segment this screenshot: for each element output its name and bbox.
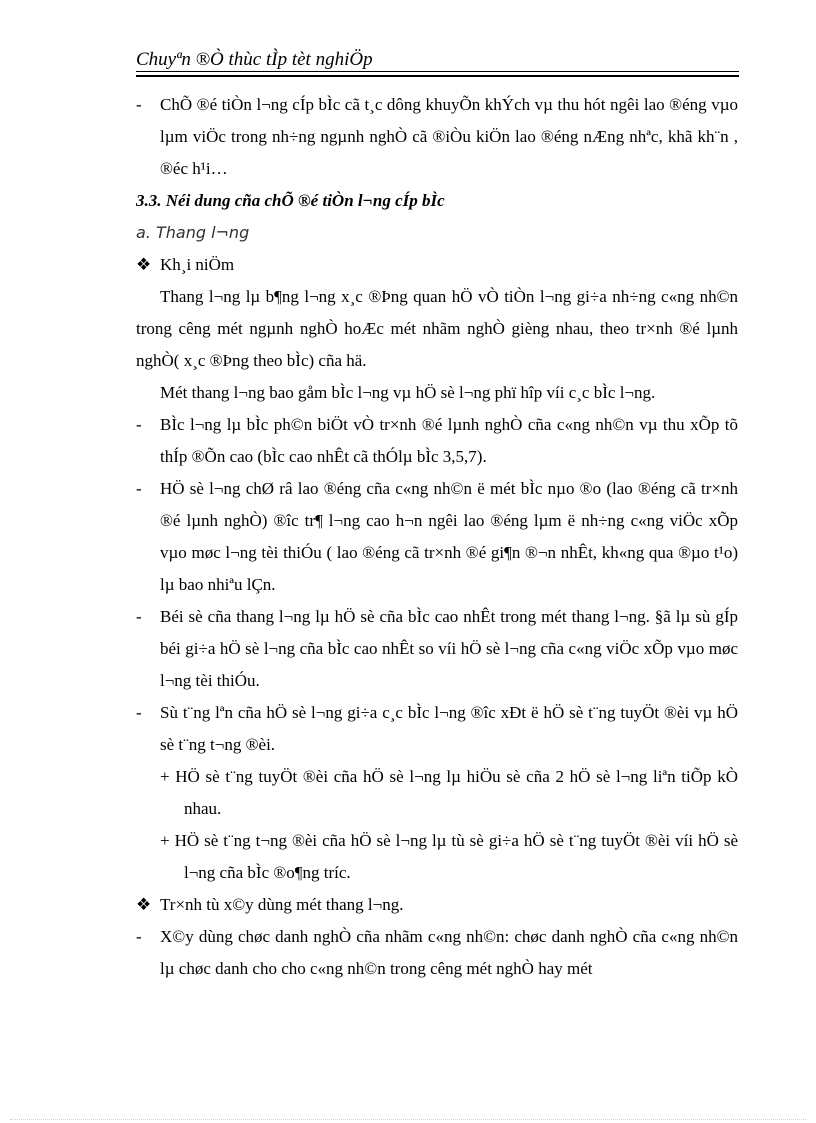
diamond-item — [136, 889, 738, 921]
bullet-paragraph — [136, 921, 738, 985]
paragraph: Thang l¬ng lµ b¶ng l¬ng x¸c ®Þng quan hÖ vÒ tiÒn l¬ng gi÷a nh÷ng c«ng nh©n trong cêng mét ngµnh nghÒ hoÆc mét nhãm nghÒ gièng nhau, theo tr×nh ®é lµnh nghÒ( x¸c ®Þng theo bÌc) cña hä. — [136, 287, 738, 370]
bullet-paragraph — [136, 473, 738, 601]
section-heading: 3.3. Néi dung cña chÕ ®é tiÒn l¬ng cÍp bÌc — [136, 191, 445, 210]
dash-marker: - — [136, 607, 142, 626]
dash-marker: - — [136, 927, 142, 946]
paragraph: Mét thang l¬ng bao gåm bÌc l¬ng vµ hÖ sè l¬ng phï hîp víi c¸c bÌc l¬ng. — [160, 383, 656, 402]
diamond-bullet-icon: ❖ — [136, 895, 152, 914]
bullet-paragraph — [136, 409, 738, 473]
dash-marker: - — [136, 703, 142, 722]
paragraph-text: Béi sè cña thang l¬ng lµ hÖ sè cña bÌc cao nhÊt trong mét thang l¬ng. §ã lµ sù gÍp béi gi÷a hÖ sè l¬ng cña bÌc cao nhÊt so víi hÖ sè l¬ng cña c«ng viÖc xÕp vµo møc l¬ng tèi thiÓu. — [160, 607, 738, 690]
paragraph-text: Sù t¨ng lªn cña hÖ sè l¬ng gi÷a c¸c bÌc l¬ng ®îc xÐt ë hÖ sè t¨ng tuyÖt ®èi vµ hÖ sè t¨ng t¬ng ®èi. — [160, 703, 738, 754]
document-body — [136, 89, 738, 985]
item-text: Kh¸i niÖm — [160, 255, 235, 274]
page-header-title: Chuyªn ®Ò thùc tÌp tèt nghiÖp — [136, 49, 373, 70]
plus-item: + HÖ sè t¨ng tuyÖt ®èi cña hÖ sè l¬ng lµ hiÖu sè cña 2 hÖ sè l¬ng liªn tiÕp kÒ nhau. — [160, 767, 738, 818]
bullet-paragraph — [136, 697, 738, 761]
plus-item: + HÖ sè t¨ng t¬ng ®èi cña hÖ sè l¬ng lµ tù sè gi÷a hÖ sè t¨ng tuyÖt ®èi víi hÖ sè l¬ng cña bÌc ®o¶ng tríc. — [160, 831, 738, 882]
paragraph-text: ChÕ ®é tiÒn l¬ng cÍp bÌc cã t¸c dông khuyÕn khÝch vµ thu hót ngêi lao ®éng vµo lµm viÖc trong nh÷ng ngµnh nghÒ cã ®iÒu kiÖn lao ®éng nÆng nhªc, khã kh¨n , ®éc h¹i… — [160, 95, 738, 178]
paragraph-text: HÖ sè l¬ng chØ râ lao ®éng cña c«ng nh©n ë mét bÌc nµo ®o (lao ®éng cã tr×nh ®é lµnh nghÒ) ®îc tr¶ l¬ng cao h¬n ngêi lao ®éng lµm ë nh÷ng c«ng viÖc xÕp vµo møc l¬ng tèi thiÓu ( lao ®éng cã tr×nh ®é gi¶n ®¬n nhÊt, kh«ng qua ®µo t¹o) lµ bao nhiªu lÇn. — [160, 479, 738, 594]
diamond-bullet-icon: ❖ — [136, 255, 152, 274]
subsection-heading: a. Thang l¬ng — [136, 223, 250, 242]
dash-marker: - — [136, 95, 142, 114]
dash-marker: - — [136, 415, 142, 434]
paragraph-text: X©y dùng chøc danh nghÒ cña nhãm c«ng nh©n: chøc danh nghÒ cña c«ng nh©n lµ chøc danh cho cho c«ng nh©n trong cêng mét nghÒ hay mét — [160, 927, 738, 978]
item-text: Tr×nh tù x©y dùng mét thang l¬ng. — [160, 895, 404, 914]
paragraph-text: BÌc l¬ng lµ bÌc ph©n biÖt vÒ tr×nh ®é lµnh nghÒ cña c«ng nh©n vµ thu xÕp tõ thÍp ®Õn cao (bÌc cao nhÊt cã thÓlµ bÌc 3,5,7). — [160, 415, 738, 466]
bullet-paragraph — [136, 601, 738, 697]
bullet-paragraph — [136, 89, 738, 185]
header-rule-thin — [136, 71, 739, 72]
header-rule-thick — [136, 75, 739, 77]
diamond-item — [136, 249, 738, 281]
page-bottom-border — [10, 1119, 806, 1120]
dash-marker: - — [136, 479, 142, 498]
